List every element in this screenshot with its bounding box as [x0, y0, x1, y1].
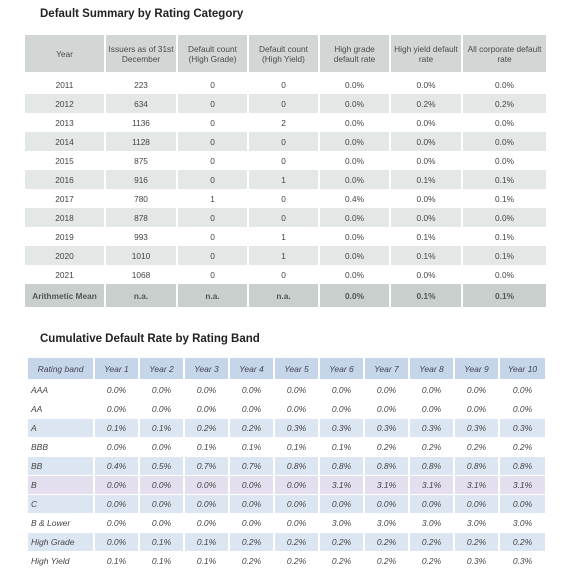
- table-cell: 0.1%: [185, 552, 230, 571]
- table-cell: 0.3%: [275, 419, 320, 438]
- table-cell: 0.0%: [95, 438, 140, 457]
- table-cell: 0.0%: [230, 476, 275, 495]
- table-row: [28, 419, 545, 438]
- table-cell: 0.2%: [320, 533, 365, 552]
- table-cell: 0.1%: [230, 438, 275, 457]
- table-cell: 0.5%: [140, 457, 185, 476]
- table-cell: 0.1%: [140, 533, 185, 552]
- table-cell: 0.2%: [455, 438, 500, 457]
- table-cell: 0: [178, 208, 249, 227]
- table-cell: 0.0%: [410, 381, 455, 400]
- table-cell: 0: [249, 151, 320, 170]
- table-cell: 2020: [25, 246, 106, 265]
- table-cell: 2019: [25, 227, 106, 246]
- table-cell: 0.0%: [391, 208, 463, 227]
- table-row: [25, 94, 546, 113]
- table-cell: 2012: [25, 94, 106, 113]
- column-header: Year 6: [320, 358, 365, 381]
- table-cell: 0.0%: [185, 400, 230, 419]
- table-cell: 875: [106, 151, 178, 170]
- rating-band-label: A: [28, 419, 95, 438]
- column-header: Year: [25, 35, 106, 75]
- rating-band-label: C: [28, 495, 95, 514]
- table-cell: 2014: [25, 132, 106, 151]
- table-cell: 0.1%: [95, 419, 140, 438]
- table-cell: 0.4%: [320, 189, 391, 208]
- table-cell: 0.0%: [275, 514, 320, 533]
- table-cell: 0.8%: [500, 457, 545, 476]
- table-cell: 1: [249, 246, 320, 265]
- table-cell: 0.8%: [320, 457, 365, 476]
- table-cell: 0: [178, 170, 249, 189]
- table-cell: 0.0%: [275, 400, 320, 419]
- default-summary-table: [25, 35, 546, 307]
- table-cell: 0.0%: [463, 208, 546, 227]
- table-row: [25, 170, 546, 189]
- table-cell: 3.0%: [500, 514, 545, 533]
- table-cell: 0.1%: [391, 227, 463, 246]
- column-header: High grade default rate: [320, 35, 391, 75]
- column-header: Year 9: [455, 358, 500, 381]
- table-cell: 0: [178, 265, 249, 284]
- table-cell: 0.2%: [410, 552, 455, 571]
- table-cell: 2017: [25, 189, 106, 208]
- table-cell: 0.0%: [95, 495, 140, 514]
- table-cell: 780: [106, 189, 178, 208]
- table-cell: 3.1%: [500, 476, 545, 495]
- table-cell: 0.0%: [365, 495, 410, 514]
- table-cell: 0.0%: [185, 476, 230, 495]
- table-cell: 2021: [25, 265, 106, 284]
- table-cell: 1010: [106, 246, 178, 265]
- rating-band-label: High Grade: [28, 533, 95, 552]
- rating-band-label: BBB: [28, 438, 95, 457]
- table-cell: 0.0%: [410, 400, 455, 419]
- table-row: [28, 514, 545, 533]
- table-cell: 0.0%: [320, 208, 391, 227]
- table-cell: 0.0%: [391, 265, 463, 284]
- table-cell: 0: [249, 189, 320, 208]
- table-cell: 0.2%: [230, 419, 275, 438]
- table-cell: 0.3%: [455, 419, 500, 438]
- table-cell: 0.3%: [500, 419, 545, 438]
- table-cell: 0.0%: [391, 132, 463, 151]
- table-cell: 0.0%: [410, 495, 455, 514]
- table-cell: 0.1%: [391, 246, 463, 265]
- column-header: Year 8: [410, 358, 455, 381]
- table-cell: 0: [178, 132, 249, 151]
- table-cell: 0: [178, 227, 249, 246]
- table-cell: 0.0%: [455, 381, 500, 400]
- table-cell: 0.0%: [320, 381, 365, 400]
- default-summary-title: Default Summary by Rating Category: [40, 8, 244, 20]
- table-cell: 0.1%: [463, 227, 546, 246]
- table-cell: 0.1%: [185, 533, 230, 552]
- table-cell: 0.3%: [410, 419, 455, 438]
- column-header: Default count (High Yield): [249, 35, 320, 75]
- table-cell: 0.0%: [365, 381, 410, 400]
- table-cell: 0.2%: [185, 419, 230, 438]
- table-cell: 0.0%: [500, 381, 545, 400]
- table-cell: 0.0%: [275, 495, 320, 514]
- arithmetic-mean-row: [25, 284, 546, 307]
- table-cell: 223: [106, 75, 178, 94]
- table-cell: 0.0%: [320, 400, 365, 419]
- rating-band-label: AA: [28, 400, 95, 419]
- table-cell: 0.0%: [320, 495, 365, 514]
- table-row: [28, 495, 545, 514]
- table-row: [28, 400, 545, 419]
- table-cell: 0.0%: [463, 265, 546, 284]
- table-cell: 1128: [106, 132, 178, 151]
- table-cell: 0.0%: [95, 533, 140, 552]
- table-cell: 3.1%: [410, 476, 455, 495]
- table-cell: 3.1%: [320, 476, 365, 495]
- table-cell: 0.0%: [463, 132, 546, 151]
- column-header: Year 1: [95, 358, 140, 381]
- table-cell: 0.0%: [275, 381, 320, 400]
- table-cell: 3.0%: [320, 514, 365, 533]
- table-cell: 0.0%: [391, 113, 463, 132]
- column-header: High yield default rate: [391, 35, 463, 75]
- table-cell: 0.0%: [140, 438, 185, 457]
- table-cell: 0: [249, 208, 320, 227]
- table-row: [25, 227, 546, 246]
- table-cell: 0: [178, 94, 249, 113]
- table-cell: 0.0%: [140, 476, 185, 495]
- column-header: All corporate default rate: [463, 35, 546, 75]
- table-cell: 0.7%: [185, 457, 230, 476]
- table-cell: 0.0%: [320, 246, 391, 265]
- table-cell: 0.2%: [320, 552, 365, 571]
- column-header: Issuers as of 31st December: [106, 35, 178, 75]
- table-row: [28, 476, 545, 495]
- table-cell: 0: [178, 151, 249, 170]
- table-cell: 0: [249, 265, 320, 284]
- table-cell: 0.0%: [95, 381, 140, 400]
- table-cell: 2011: [25, 75, 106, 94]
- table-cell: 0.0%: [95, 400, 140, 419]
- table-cell: n.a.: [106, 284, 178, 307]
- table-row: [25, 75, 546, 94]
- table-cell: 634: [106, 94, 178, 113]
- table-cell: 878: [106, 208, 178, 227]
- table-cell: 0.1%: [463, 284, 546, 307]
- table-cell: 0.0%: [320, 227, 391, 246]
- table-cell: 0.1%: [95, 552, 140, 571]
- table-cell: 0.0%: [463, 113, 546, 132]
- table-cell: 0.0%: [230, 400, 275, 419]
- table-cell: Arithmetic Mean: [25, 284, 106, 307]
- column-header: Year 3: [185, 358, 230, 381]
- table-cell: 0.3%: [500, 552, 545, 571]
- table-cell: 0.2%: [410, 438, 455, 457]
- table-cell: 0: [249, 132, 320, 151]
- table-cell: 0.1%: [463, 189, 546, 208]
- table-cell: 0.3%: [365, 419, 410, 438]
- table-cell: 0.0%: [463, 151, 546, 170]
- rating-band-label: AAA: [28, 381, 95, 400]
- table-header-row: [25, 35, 546, 75]
- table-cell: 0.0%: [320, 113, 391, 132]
- column-header: Default count (High Grade): [178, 35, 249, 75]
- table-cell: 0: [178, 75, 249, 94]
- table-cell: 0.2%: [230, 533, 275, 552]
- table-cell: 1: [249, 227, 320, 246]
- column-header: Year 5: [275, 358, 320, 381]
- table-header-row: [28, 358, 545, 381]
- table-row: [25, 208, 546, 227]
- table-cell: 0.1%: [185, 438, 230, 457]
- table-cell: 0.0%: [320, 75, 391, 94]
- table-cell: 0.3%: [320, 419, 365, 438]
- column-header: Year 4: [230, 358, 275, 381]
- table-cell: 3.0%: [410, 514, 455, 533]
- table-cell: 0.0%: [320, 132, 391, 151]
- column-header: Rating band: [28, 358, 95, 381]
- table-cell: 0.0%: [320, 170, 391, 189]
- table-cell: 1: [178, 189, 249, 208]
- table-cell: 0.8%: [275, 457, 320, 476]
- table-row: [25, 132, 546, 151]
- table-cell: 0.0%: [365, 400, 410, 419]
- table-cell: 0.2%: [455, 533, 500, 552]
- rating-band-label: B: [28, 476, 95, 495]
- table-cell: 0.0%: [455, 400, 500, 419]
- table-cell: 0.1%: [463, 170, 546, 189]
- table-row: [28, 533, 545, 552]
- table-cell: 0.0%: [140, 514, 185, 533]
- table-cell: 0.0%: [500, 495, 545, 514]
- table-cell: 0.4%: [95, 457, 140, 476]
- cumulative-default-table: [28, 358, 545, 571]
- table-cell: 0.0%: [320, 265, 391, 284]
- table-cell: 0.1%: [140, 419, 185, 438]
- table-cell: 0: [249, 75, 320, 94]
- table-cell: 2018: [25, 208, 106, 227]
- table-cell: 3.0%: [455, 514, 500, 533]
- table-cell: 0.0%: [230, 495, 275, 514]
- rating-band-label: BB: [28, 457, 95, 476]
- table-cell: 0.0%: [320, 284, 391, 307]
- table-cell: 2016: [25, 170, 106, 189]
- table-cell: 0.0%: [185, 381, 230, 400]
- table-cell: 0.1%: [275, 438, 320, 457]
- table-cell: 0.0%: [463, 75, 546, 94]
- table-cell: 0.0%: [185, 495, 230, 514]
- table-cell: 0.7%: [230, 457, 275, 476]
- table-cell: 0.8%: [365, 457, 410, 476]
- table-cell: 0.0%: [455, 495, 500, 514]
- table-cell: 0.1%: [463, 246, 546, 265]
- table-cell: 0.1%: [140, 552, 185, 571]
- table-cell: 0.0%: [391, 151, 463, 170]
- table-cell: 2015: [25, 151, 106, 170]
- table-cell: 993: [106, 227, 178, 246]
- table-cell: 0.0%: [230, 381, 275, 400]
- table-cell: 0.1%: [391, 284, 463, 307]
- table-cell: 0: [249, 94, 320, 113]
- table-cell: 0.0%: [185, 514, 230, 533]
- cumulative-default-title: Cumulative Default Rate by Rating Band: [40, 333, 260, 345]
- table-cell: 3.1%: [455, 476, 500, 495]
- table-cell: 3.1%: [365, 476, 410, 495]
- table-cell: 0.0%: [95, 514, 140, 533]
- table-cell: 0.0%: [320, 151, 391, 170]
- table-cell: 0.2%: [230, 552, 275, 571]
- table-cell: 0.2%: [463, 94, 546, 113]
- table-cell: 2: [249, 113, 320, 132]
- table-cell: 916: [106, 170, 178, 189]
- table-cell: 1: [249, 170, 320, 189]
- table-cell: 0.2%: [500, 438, 545, 457]
- table-cell: 0.2%: [391, 94, 463, 113]
- table-row: [25, 113, 546, 132]
- table-cell: 0.3%: [455, 552, 500, 571]
- table-cell: 1136: [106, 113, 178, 132]
- table-cell: 0.0%: [95, 476, 140, 495]
- table-row: [25, 246, 546, 265]
- table-cell: 0.2%: [365, 438, 410, 457]
- table-cell: 0.0%: [275, 476, 320, 495]
- rating-band-label: B & Lower: [28, 514, 95, 533]
- table-cell: 3.0%: [365, 514, 410, 533]
- table-cell: 0: [178, 113, 249, 132]
- table-row: [28, 381, 545, 400]
- table-cell: 0.0%: [140, 381, 185, 400]
- table-cell: 0.0%: [391, 189, 463, 208]
- table-cell: 0: [178, 246, 249, 265]
- table-cell: 0.0%: [391, 75, 463, 94]
- table-cell: 0.2%: [500, 533, 545, 552]
- column-header: Year 10: [500, 358, 545, 381]
- table-cell: 2013: [25, 113, 106, 132]
- table-cell: 0.0%: [140, 400, 185, 419]
- table-row: [25, 189, 546, 208]
- table-cell: n.a.: [178, 284, 249, 307]
- table-cell: 0.2%: [410, 533, 455, 552]
- table-cell: 0.0%: [230, 514, 275, 533]
- table-cell: 0.1%: [391, 170, 463, 189]
- table-cell: 0.2%: [275, 533, 320, 552]
- table-cell: 0.1%: [320, 438, 365, 457]
- table-cell: 0.0%: [320, 94, 391, 113]
- table-row: [28, 457, 545, 476]
- table-cell: 0.0%: [140, 495, 185, 514]
- table-row: [28, 438, 545, 457]
- table-row: [25, 265, 546, 284]
- rating-band-label: High Yield: [28, 552, 95, 571]
- table-row: [28, 552, 545, 571]
- table-row: [25, 151, 546, 170]
- table-cell: 0.2%: [275, 552, 320, 571]
- table-cell: 0.8%: [455, 457, 500, 476]
- table-cell: 0.2%: [365, 533, 410, 552]
- table-cell: 1068: [106, 265, 178, 284]
- column-header: Year 2: [140, 358, 185, 381]
- table-cell: 0.2%: [365, 552, 410, 571]
- table-cell: 0.8%: [410, 457, 455, 476]
- table-cell: n.a.: [249, 284, 320, 307]
- column-header: Year 7: [365, 358, 410, 381]
- table-cell: 0.0%: [500, 400, 545, 419]
